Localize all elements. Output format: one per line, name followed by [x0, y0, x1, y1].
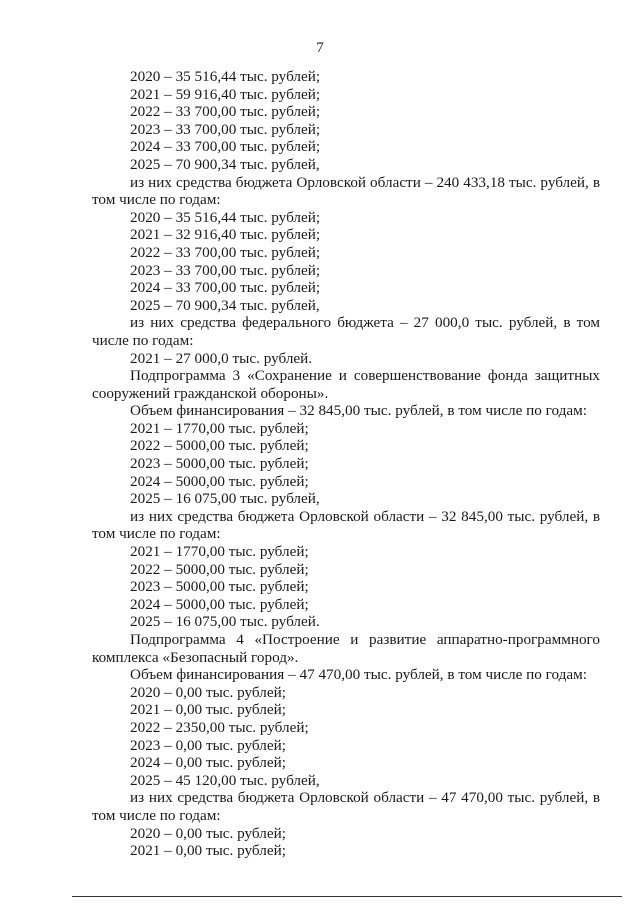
funding-line: 2020 – 0,00 тыс. рублей;: [130, 683, 286, 701]
funding-line: 2024 – 5000,00 тыс. рублей;: [130, 595, 309, 613]
funding-line: 2021 – 0,00 тыс. рублей;: [130, 701, 286, 719]
funding-line: 2023 – 5000,00 тыс. рублей;: [130, 455, 309, 473]
funding-line: 2021 – 27 000,0 тыс. рублей.: [130, 349, 313, 367]
funding-line: 2021 – 1770,00 тыс. рублей;: [130, 419, 309, 437]
paragraph: Объем финансирования – 32 845,00 тыс. рублей, в том числе по годам:: [130, 402, 587, 420]
funding-line: 2020 – 35 516,44 тыс. рублей;: [130, 208, 321, 226]
paragraph: из них средства бюджета Орловской области – 240 433,18 тыс. рублей, в том числе по годам:: [92, 173, 600, 209]
funding-line: 2024 – 33 700,00 тыс. рублей;: [130, 279, 321, 297]
subprogram-heading: Подпрограмма 4 «Построение и развитие аппаратно-программного комплекса «Безопасный город».: [92, 631, 600, 666]
funding-line: 2022 – 2350,00 тыс. рублей;: [130, 718, 309, 736]
funding-line: 2023 – 5000,00 тыс. рублей;: [130, 578, 309, 596]
funding-line: 2020 – 0,00 тыс. рублей;: [130, 824, 286, 842]
funding-line: 2021 – 0,00 тыс. рублей;: [130, 842, 286, 860]
funding-line: 2022 – 5000,00 тыс. рублей;: [130, 560, 309, 578]
funding-line: 2023 – 0,00 тыс. рублей;: [130, 736, 286, 754]
paragraph: из них средства федерального бюджета – 27 000,0 тыс. рублей, в том числе по годам:: [92, 314, 600, 349]
funding-line: 2021 – 32 916,40 тыс. рублей;: [130, 226, 321, 244]
paragraph: из них средства бюджета Орловской области – 32 845,00 тыс. рублей, в том числе по годам:: [92, 507, 600, 543]
funding-line: 2021 – 1770,00 тыс. рублей;: [130, 543, 309, 561]
funding-line: 2020 – 35 516,44 тыс. рублей;: [130, 68, 321, 85]
document-body: [92, 68, 600, 860]
subprogram-heading: Подпрограмма 3 «Сохранение и совершенствование фонда защитных сооружений гражданской обороны».: [92, 367, 600, 402]
funding-line: 2023 – 33 700,00 тыс. рублей;: [130, 261, 321, 279]
funding-line: 2024 – 5000,00 тыс. рублей;: [130, 472, 309, 490]
funding-line: 2025 – 16 075,00 тыс. рублей.: [130, 613, 320, 631]
funding-line: 2025 – 70 900,34 тыс. рублей,: [130, 296, 320, 314]
funding-line: 2025 – 70 900,34 тыс. рублей,: [130, 155, 320, 173]
funding-line: 2021 – 59 916,40 тыс. рублей;: [130, 85, 321, 103]
bottom-divider: [72, 896, 622, 897]
funding-line: 2022 – 33 700,00 тыс. рублей;: [130, 103, 321, 121]
paragraph: из них средства бюджета Орловской области – 47 470,00 тыс. рублей, в том числе по годам:: [92, 789, 600, 824]
funding-line: 2022 – 33 700,00 тыс. рублей;: [130, 243, 321, 261]
funding-line: 2025 – 45 120,00 тыс. рублей,: [130, 771, 320, 789]
funding-line: 2022 – 5000,00 тыс. рублей;: [130, 437, 309, 455]
page-number: 7: [316, 40, 324, 56]
funding-line: 2024 – 0,00 тыс. рублей;: [130, 754, 286, 772]
funding-line: 2023 – 33 700,00 тыс. рублей;: [130, 120, 321, 138]
funding-line: 2024 – 33 700,00 тыс. рублей;: [130, 138, 321, 156]
paragraph: Объем финансирования – 47 470,00 тыс. рублей, в том числе по годам:: [130, 666, 587, 684]
funding-line: 2025 – 16 075,00 тыс. рублей,: [130, 490, 320, 508]
